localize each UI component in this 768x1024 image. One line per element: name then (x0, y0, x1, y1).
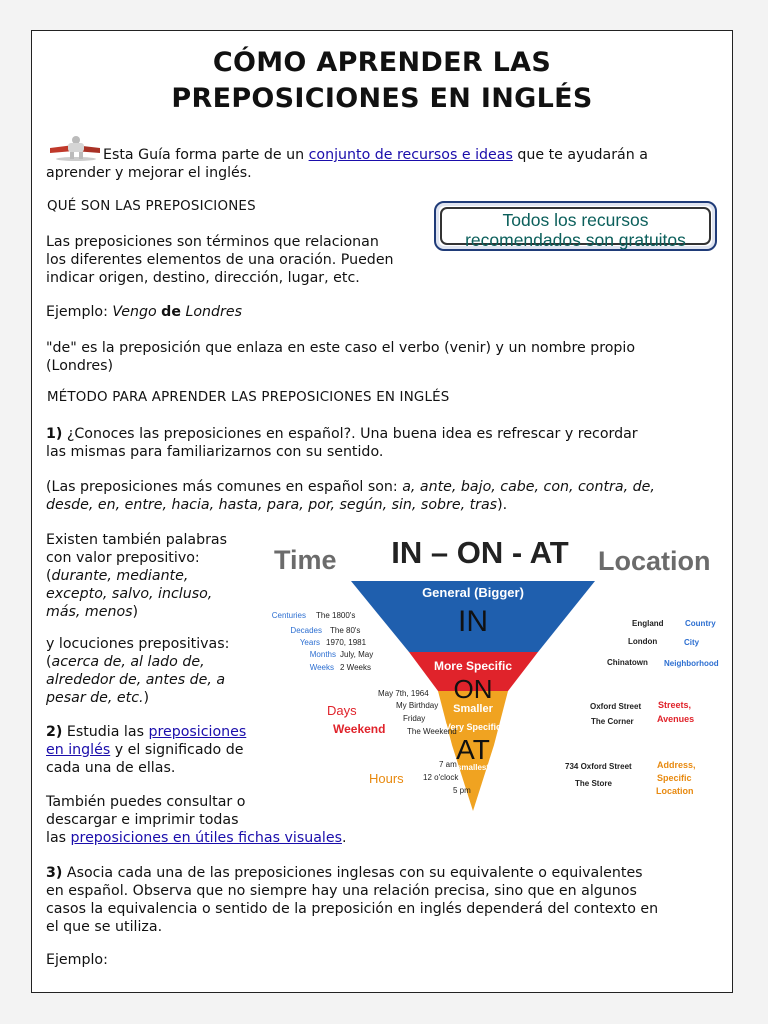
step-3-text: casos la equivalencia o sentido de la preposición en inglés dependerá del contexto en (46, 901, 659, 917)
document-page (31, 30, 733, 993)
step-3-number: 3) (46, 865, 63, 881)
step-3-text: en español. Observa que no siempre hay una relación precisa, sino que en algunos (46, 883, 637, 899)
free-resources-banner[interactable] (434, 201, 717, 251)
prep-words-item: durante, mediante, (51, 568, 189, 584)
common-list-1: a, ante, bajo, cabe, con, contra, de, (402, 479, 655, 495)
in-on-at-infographic (270, 529, 730, 819)
phrases-item: acerca de, al lado de, (51, 654, 205, 670)
location-at-label: Specific (657, 773, 692, 783)
location-on-value: Oxford Street (590, 702, 642, 711)
location-value: Chinatown (607, 658, 648, 667)
example-a: Vengo (112, 304, 162, 320)
step-3-text: el que se utiliza. (46, 919, 163, 935)
common-intro: (Las preposiciones más comunes en español son: (46, 479, 403, 495)
example-preposition: de (161, 304, 181, 320)
step-3-text: Asocia cada una de las preposiciones inglesas con su equivalente o equivalentes (62, 865, 643, 881)
explanation-line: "de" es la preposición que enlaza en este caso el verbo (venir) y un nombre propio (46, 340, 636, 356)
time-label: Years (299, 638, 320, 647)
step-2-number: 2) (46, 724, 63, 740)
intro-paragraph (46, 146, 726, 182)
time-on-value: The Weekend (407, 727, 457, 736)
time-on-value: Friday (403, 714, 426, 723)
definition-paragraph (46, 233, 426, 287)
consult-line: descargar e imprimir todas (46, 812, 239, 828)
prepositional-phrases: y locuciones prepositivas: (acerca de, al lado de, alrededor de, antes de, a pesar de, etc.) (46, 635, 286, 707)
step-1 (46, 425, 726, 461)
step-1-number: 1) (46, 426, 63, 442)
time-on-label: Days (327, 703, 357, 718)
definition-line: Las preposiciones son términos que relacionan (46, 234, 379, 250)
prep-words-line: Existen también palabras (46, 532, 228, 548)
title-line-1: CÓMO APRENDER LAS (212, 47, 552, 78)
phrases-item: pesar de, etc. (46, 690, 144, 706)
on-label: ON (453, 674, 493, 704)
location-at-label: Location (656, 786, 694, 796)
time-value: 2 Weeks (340, 663, 371, 672)
phrases-heading: y locuciones prepositivas: (46, 636, 230, 652)
prepositions-link-2[interactable]: en inglés (46, 742, 111, 758)
location-label: Country (685, 619, 716, 628)
prep-words-line: con valor prepositivo: (46, 550, 200, 566)
infographic-title: IN – ON - AT (391, 535, 569, 570)
time-value: The 1800's (316, 611, 356, 620)
time-label: Centuries (271, 611, 306, 620)
location-value: England (632, 619, 664, 628)
example-c: Londres (180, 304, 242, 320)
at-label: AT (456, 734, 490, 765)
intro-text: Esta Guía forma parte de un (103, 147, 309, 163)
time-on-value: May 7th, 1964 (378, 689, 429, 698)
prepositive-words: Existen también palabras con valor prepositivo: (durante, mediante, excepto, salvo, incluso, más, menos) (46, 531, 286, 621)
location-value: London (628, 637, 658, 646)
time-label: Months (309, 650, 336, 659)
in-top-label: General (Bigger) (422, 585, 524, 600)
prep-words-item: más, menos (46, 604, 133, 620)
step-3 (46, 864, 726, 936)
time-on-label: Weekend (333, 722, 386, 736)
location-heading: Location (598, 546, 711, 576)
location-at-value: The Store (575, 779, 612, 788)
location-on-label: Avenues (657, 714, 695, 724)
at-bottom-label: smallest (456, 763, 490, 772)
consult-line: También puedes consultar o (46, 794, 246, 810)
time-value: The 80's (330, 626, 361, 635)
intro-text-after: que te ayudarán a (512, 147, 648, 163)
time-at-value: 5 pm (453, 786, 471, 795)
section-heading-method: MÉTODO PARA APRENDER LAS PREPOSICIONES EN INGLÉS (47, 390, 450, 405)
prepositions-link[interactable]: preposiciones (148, 724, 247, 740)
location-at-value: 734 Oxford Street (565, 762, 632, 771)
title-line-2: PREPOSICIONES EN INGLÉS (171, 83, 593, 114)
on-bottom-label: Smaller (453, 703, 493, 715)
time-value: 1970, 1981 (326, 638, 367, 647)
in-label: IN (458, 605, 488, 638)
section-heading-what: QUÉ SON LAS PREPOSICIONES (47, 199, 256, 214)
time-label: Weeks (309, 663, 334, 672)
location-label: City (684, 638, 700, 647)
example-label-bottom: Ejemplo: (46, 952, 108, 968)
prep-words-item: excepto, salvo, incluso, (46, 586, 213, 602)
visual-cards-link[interactable]: preposiciones en útiles fichas visuales (70, 830, 342, 846)
phrases-item: alrededor de, antes de, a (46, 672, 226, 688)
location-at-label: Address, (657, 760, 696, 770)
step-1-text-2: las mismas para familiarizarnos con su sentido. (46, 444, 384, 460)
banner-line-2: recomendados son gratuitos (465, 230, 686, 250)
time-at-label: Hours (369, 771, 404, 786)
example-line (46, 303, 242, 321)
time-at-value: 12 o'clock (423, 773, 459, 782)
time-heading: Time (274, 545, 337, 575)
consult-las: las (46, 830, 71, 846)
step-1-text: ¿Conoces las preposiciones en español?. Una buena idea es refrescar y recordar (62, 426, 638, 442)
location-on-value: The Corner (591, 717, 634, 726)
on-top-label: More Specific (433, 659, 513, 673)
explanation-line: (Londres) (46, 358, 114, 374)
page-title (32, 45, 732, 117)
step-2-text-c: cada una de ellas. (46, 760, 176, 776)
resources-link[interactable]: conjunto de recursos e ideas (308, 147, 513, 163)
common-list-2: desde, en, entre, hacia, hasta, para, por, según, sin, sobre, tras (46, 497, 498, 513)
location-on-label: Streets, (658, 700, 692, 710)
time-on-value: My Birthday (396, 701, 439, 710)
time-at-value: 7 am (439, 760, 457, 769)
common-prepositions (46, 478, 726, 514)
common-end: ). (497, 497, 508, 513)
at-top-label: Very Specific (444, 722, 502, 732)
definition-line: indicar origen, destino, dirección, lugar, etc. (46, 270, 360, 286)
explanation-paragraph (46, 339, 726, 375)
step-2 (46, 723, 296, 777)
consult-end: . (341, 830, 347, 846)
time-label: Decades (290, 626, 322, 635)
example-label: Ejemplo: (46, 304, 113, 320)
definition-line: los diferentes elementos de una oración. Pueden (46, 252, 394, 268)
step-2-text: Estudia las (62, 724, 149, 740)
banner-line-1: Todos los recursos (502, 210, 649, 230)
step-2-text-b: y el significado de (110, 742, 244, 758)
intro-line-2: aprender y mejorar el inglés. (46, 165, 252, 181)
time-value: July, May (340, 650, 374, 659)
location-label: Neighborhood (664, 659, 719, 668)
